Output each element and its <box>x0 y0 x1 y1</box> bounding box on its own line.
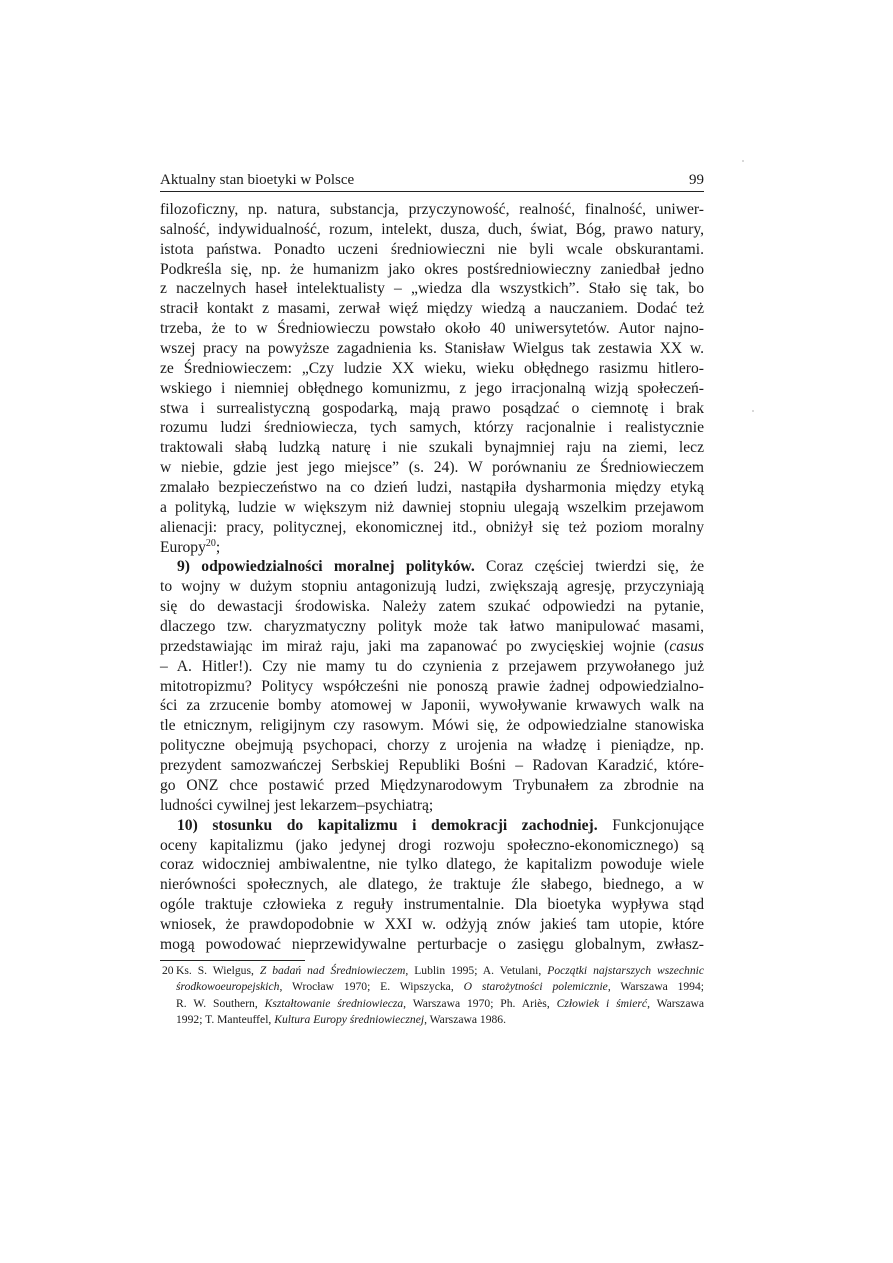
text-segment: ści za zrzucenie bomby atomowej w Japonii, wywoływanie krwawych walk na <box>160 697 704 715</box>
paragraph <box>160 816 704 955</box>
text-segment: Funkcjonujące <box>597 816 704 834</box>
text-line <box>176 963 704 979</box>
text-line <box>160 696 704 716</box>
text-line <box>160 478 704 498</box>
text-line <box>160 359 704 379</box>
text-line <box>160 756 704 776</box>
text-line <box>160 260 704 280</box>
text-segment: zmalało bezpieczeństwo na co dzień ludzi, nastąpiła dysharmonia między etyką <box>160 479 704 497</box>
text-line <box>160 716 704 736</box>
text-line <box>160 597 704 617</box>
text-segment: , Lublin 1995; A. Vetulani, <box>405 964 548 977</box>
text-segment: nierówności społecznych, ale dlatego, że traktuje źle słabego, biednego, a w <box>160 876 704 894</box>
text-segment: , Warszawa 1994; <box>607 980 704 994</box>
text-segment: salność, indywidualność, rozum, intelekt, dusza, duch, świat, Bóg, prawo natury, <box>160 220 704 238</box>
text-line <box>160 875 704 895</box>
text-segment: polityczne obejmują psychopaci, chorzy z urojenia na władzę i pieniądze, np. <box>160 737 704 755</box>
italic-text: casus <box>669 637 704 655</box>
text-segment: filozoficzny, np. natura, substancja, przyczynowość, realność, finalność, uniwer- <box>160 201 704 218</box>
text-line <box>160 498 704 518</box>
text-line <box>160 458 704 478</box>
italic-text: Kształtowanie średniowiecza <box>264 996 404 1010</box>
bold-heading: 9) odpowiedzialności moralnej polityków. <box>177 558 475 576</box>
text-segment: ogóle traktuje człowieka z reguły instrumentalnie. Dla bioetyka wypływa stąd <box>160 896 704 914</box>
paragraph <box>160 557 704 815</box>
text-segment: alienacji: pracy, politycznej, ekonomicznej itd., obniżył się też poziom moralny <box>160 518 704 536</box>
page-number: 99 <box>689 172 704 188</box>
text-segment: go ONZ chce postawić przed Międzynarodowym Trybunałem za zbrodnie na <box>160 776 704 794</box>
text-segment: z naczelnych haseł intelektualisty – „wiedza dla wszystkich”. Stało się tak, bo <box>160 280 704 298</box>
paragraph <box>160 200 704 557</box>
footnote-number: 20 <box>162 964 174 977</box>
italic-text: środkowoeuropejskich <box>176 980 280 994</box>
footnote-ref: 20 <box>205 537 216 549</box>
text-line <box>160 617 704 637</box>
text-segment: to wojny w dużym stopniu antagonizują ludzi, zwiększają agresję, przyczyniają <box>160 578 704 596</box>
text-segment: , Warszawa 1970; Ph. Ariès, <box>403 996 557 1010</box>
text-segment: 1992; T. Manteuffel, <box>176 1012 275 1026</box>
text-line <box>160 279 704 299</box>
text-segment: , Warszawa 1986. <box>424 1012 506 1026</box>
text-segment: wszej pracy na powyższe zagadnienia ks. Stanisław Wielgus tak zestawia XX w. <box>160 340 704 358</box>
text-line <box>160 816 704 836</box>
text-segment: stwa i surrealistyczną gospodarką, mają prawo posądzać o ciemnotę i brak <box>160 399 704 417</box>
text-line <box>160 736 704 756</box>
text-line <box>160 538 704 558</box>
text-line <box>160 518 704 538</box>
text-segment: ludności cywilnej jest lekarzem–psychiatrą; <box>160 796 434 814</box>
text-line <box>160 220 704 240</box>
text-segment: Ks. S. Wielgus, <box>176 964 260 977</box>
text-line <box>176 979 704 995</box>
text-segment: Europy <box>160 538 206 556</box>
text-segment: w niebie, gdzie jest jego miejsce” (s. 24). W porównaniu ze Średniowieczem <box>160 459 704 477</box>
text-line <box>160 657 704 677</box>
text-line <box>160 299 704 319</box>
text-segment: , Warszawa <box>647 996 704 1010</box>
text-segment: istota państwa. Ponadto uczeni średniowieczni nie byli wcale obskurantami. <box>160 240 704 258</box>
footnote-divider <box>160 960 305 961</box>
text-segment: dlaczego tzw. charyzmatyczny polityk może tak łatwo manipulować masami, <box>160 618 704 636</box>
text-segment: mogą powodować nieprzewidywalne perturbacje o zasięgu globalnym, zwłasz- <box>160 935 704 953</box>
text-line <box>160 418 704 438</box>
text-segment: ze Średniowieczem: „Czy ludzie XX wieku, wieku obłędnego rasizmu hitlero- <box>160 359 704 377</box>
text-line <box>160 915 704 935</box>
text-segment: tle etnicznym, religijnym czy rasowym. Mówi się, że odpowiedzialne stanowiska <box>160 717 704 735</box>
italic-text: Człowiek i śmierć <box>556 996 648 1010</box>
italic-text: Kultura Europy średniowiecznej <box>274 1012 425 1026</box>
text-line <box>160 796 704 816</box>
text-segment: a polityką, ludzie w większym niż dawniej stopniu ulegają wszelkim przejawom <box>160 498 704 516</box>
text-segment: prezydent samozwańczej Serbskiej Republiki Bośni – Radovan Karadzić, które- <box>160 757 704 775</box>
running-header <box>160 171 704 192</box>
text-line <box>160 399 704 419</box>
text-line <box>160 677 704 697</box>
text-segment: traktowali słabą ludzką naturę i nie szukali bynajmniej raju na ziemi, lecz <box>160 439 704 457</box>
text-segment: rozumu ludzi średniowiecza, tych samych, którzy racjonalnie i realistycznie <box>160 419 704 437</box>
italic-text: Początki najstarszych wszechnic <box>547 964 705 977</box>
text-line <box>160 637 704 657</box>
text-line <box>160 200 704 220</box>
bold-heading: 10) stosunku do kapitalizmu i demokracji zachodniej. <box>177 816 598 834</box>
text-segment: R. W. Southern, <box>176 996 265 1010</box>
footnote-text <box>176 963 704 1028</box>
text-line <box>160 240 704 260</box>
footnote <box>160 963 704 1028</box>
text-segment: oceny kapitalizmu (jako jedynej drogi rozwoju społeczno-ekonomicznego) są <box>160 836 704 854</box>
text-segment: trzeba, że to w Średniowieczu powstało około 40 uniwersytetów. Autor najno- <box>160 320 704 338</box>
scan-speck <box>742 160 744 162</box>
text-segment: Podkreśla się, np. że humanizm jako okres postśredniowieczny zaniedbał jedno <box>160 260 704 278</box>
scan-speck <box>752 410 754 412</box>
text-line <box>160 836 704 856</box>
text-line <box>160 379 704 399</box>
text-segment: stracił kontakt z masami, zerwał więź między wiedzą a nauczaniem. Dodać też <box>160 300 704 318</box>
text-segment: ; <box>215 538 221 556</box>
text-line <box>176 1012 704 1028</box>
text-line <box>160 438 704 458</box>
text-line <box>160 855 704 875</box>
text-segment: przedstawiając im miraż raju, jaki ma zapanować po zwycięskiej wojnie ( <box>160 637 670 655</box>
text-segment: się do dewastacji środowiska. Należy zatem szukać odpowiedzi na pytanie, <box>160 598 704 616</box>
text-line <box>160 577 704 597</box>
text-segment: mitotropizmu? Politycy współcześni nie ponoszą prawie żadnej odpowiedzialno- <box>160 677 704 695</box>
text-segment: – A. Hitler!). Czy nie mamy tu do czynienia z przejawem przywołanego już <box>160 657 704 675</box>
text-line <box>160 339 704 359</box>
text-line <box>176 996 704 1012</box>
text-line <box>160 935 704 955</box>
text-segment: wniosek, że prawdopodobnie w XXI w. odżyją znów jakieś tam utopie, które <box>160 915 704 933</box>
running-title: Aktualny stan bioetyki w Polsce <box>160 172 355 188</box>
text-segment: coraz widoczniej ambiwalentne, nie tylko dlatego, że kapitalizm powoduje wiele <box>160 856 704 874</box>
italic-text: O starożytności polemicznie <box>463 980 608 994</box>
text-line <box>160 557 704 577</box>
text-segment: wskiego i niemniej obłędnego komunizmu, z jego irracjonalną wizją społeczeń- <box>160 379 704 397</box>
italic-text: Z badań nad Średniowieczem <box>259 964 406 977</box>
body-text <box>160 200 704 955</box>
text-segment: Coraz częściej twierdzi się, że <box>474 558 704 576</box>
text-line <box>160 319 704 339</box>
text-segment: , Wrocław 1970; E. Wipszycka, <box>279 980 464 994</box>
text-line <box>160 895 704 915</box>
text-line <box>160 776 704 796</box>
